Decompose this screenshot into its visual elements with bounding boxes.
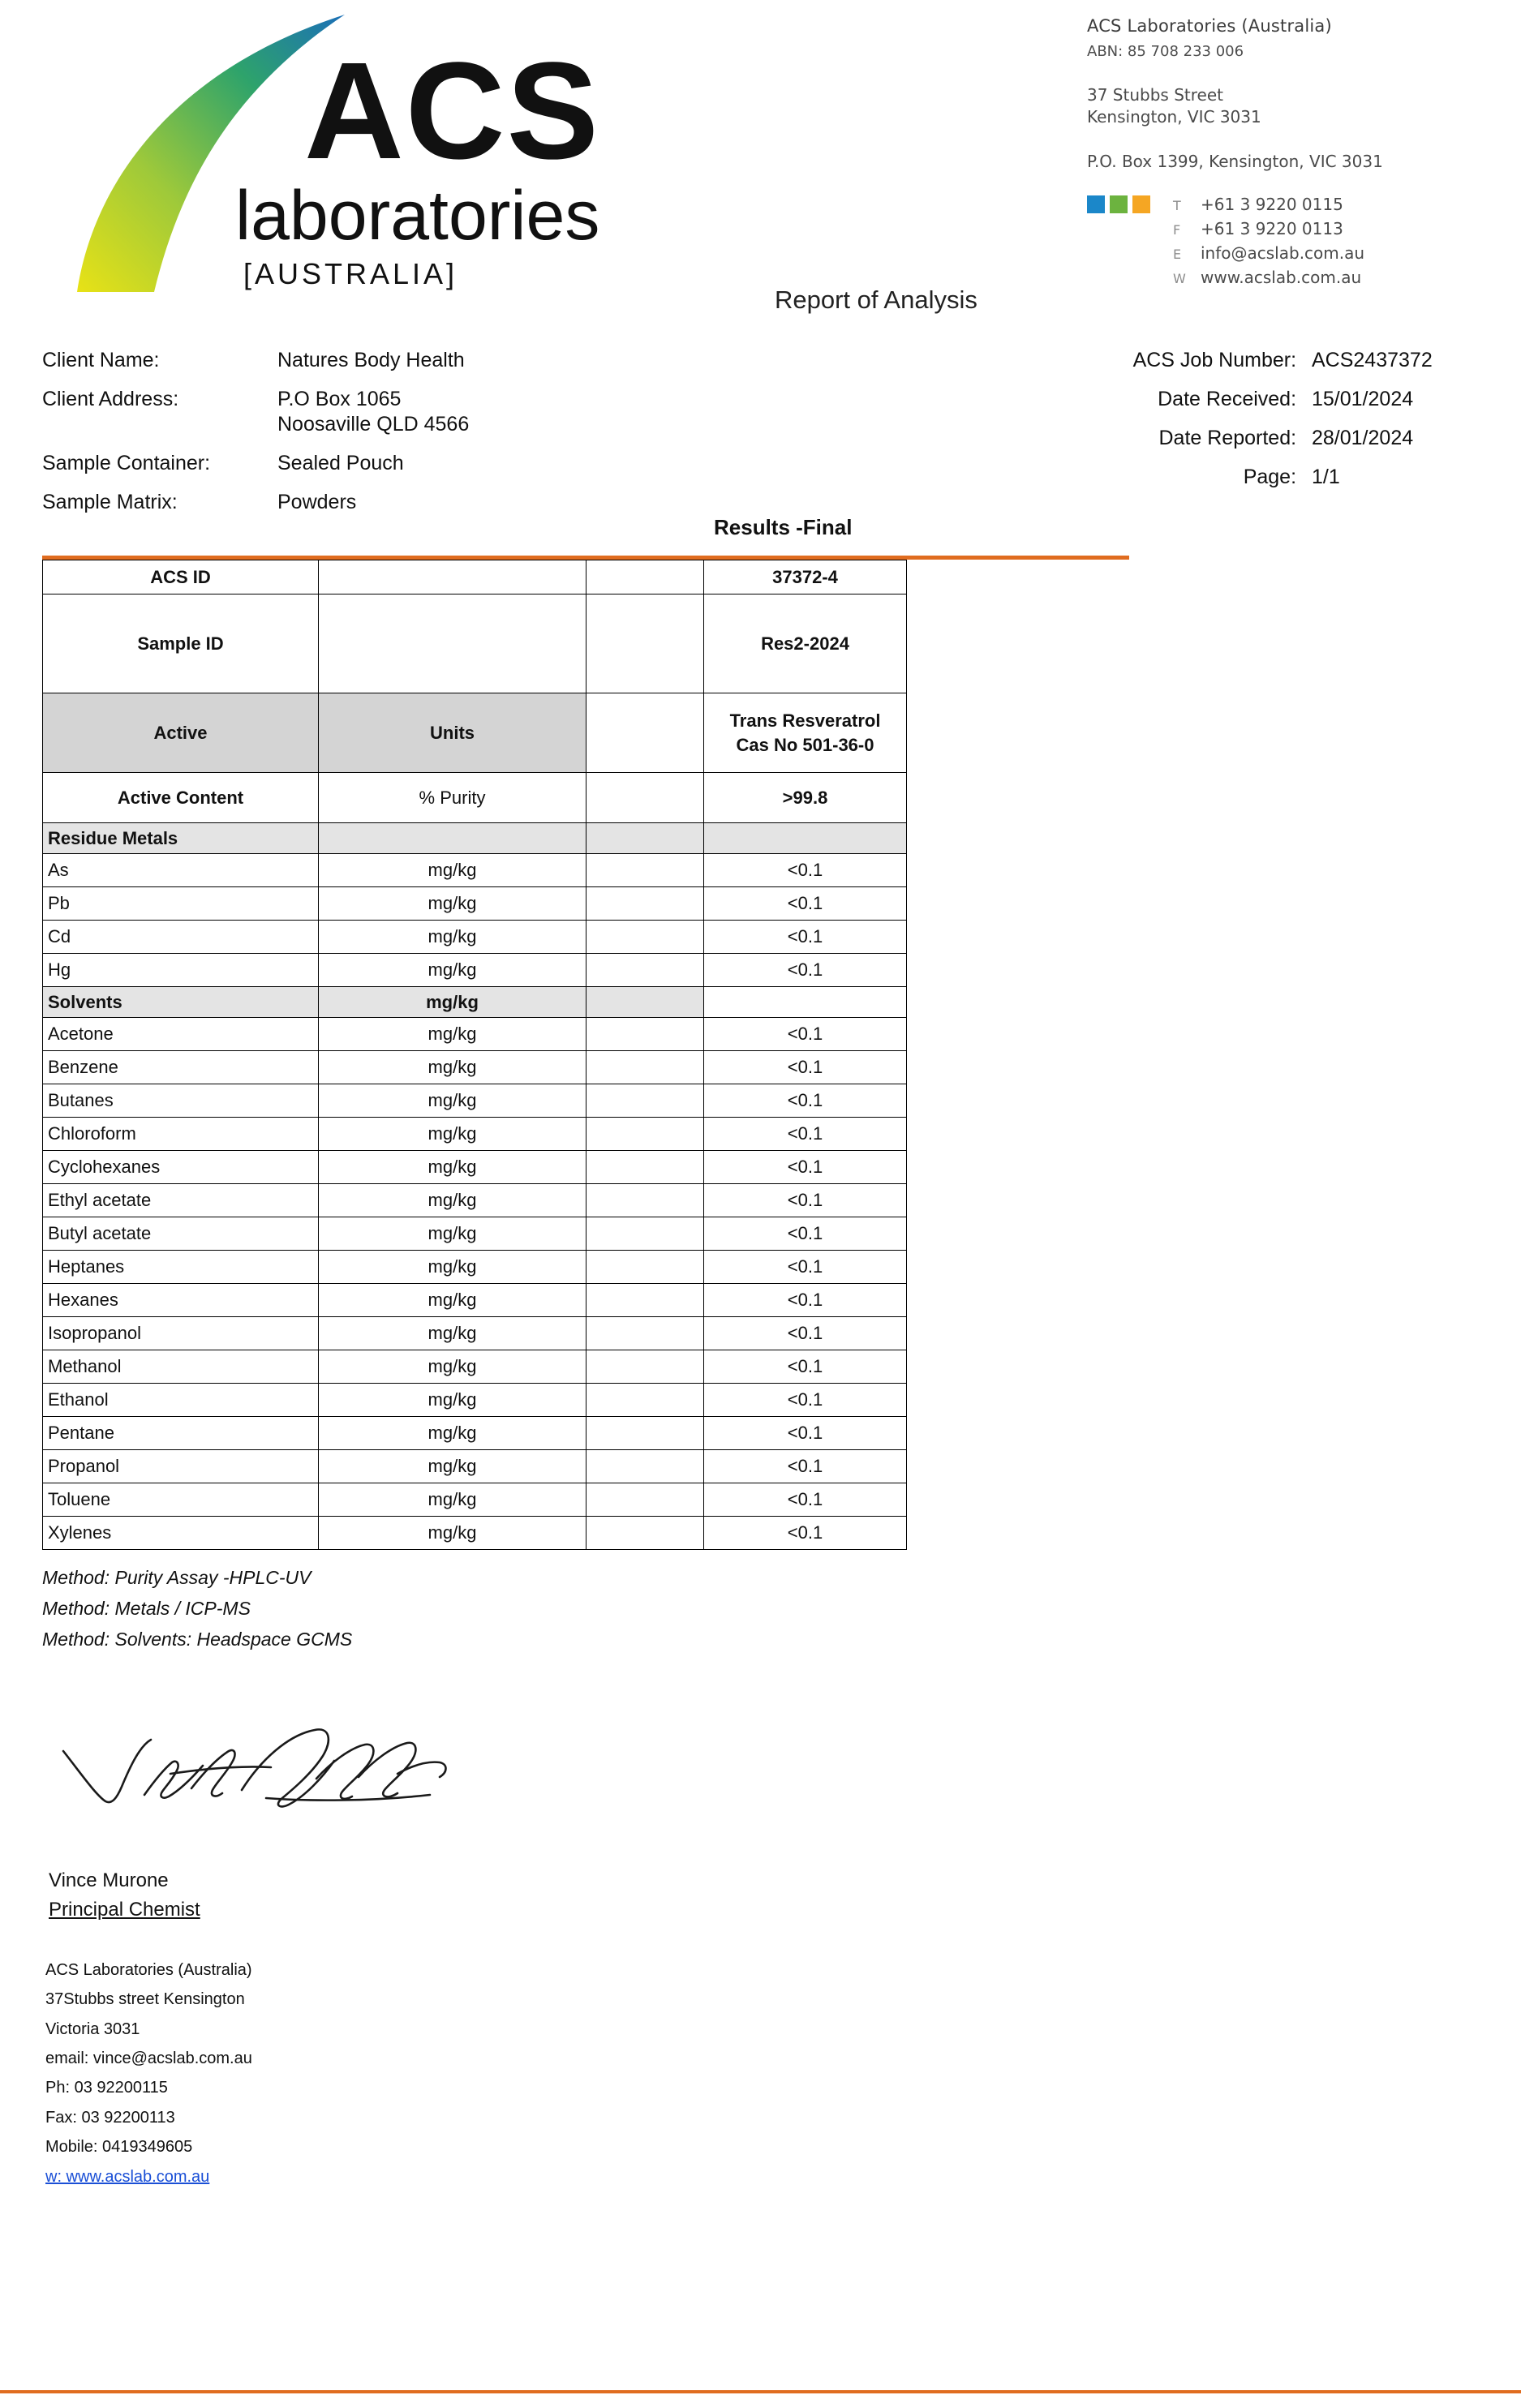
analyte-result: <0.1 (704, 1517, 907, 1550)
table-row (43, 887, 907, 921)
client-name-value: Natures Body Health (277, 349, 465, 371)
sample-container-label: Sample Container: (42, 452, 211, 474)
analyte-blank (586, 954, 704, 987)
analyte-blank (586, 921, 704, 954)
sample-id-label: Sample ID (43, 594, 319, 693)
analyte-result: <0.1 (704, 854, 907, 887)
analyte-label: Propanol (43, 1450, 319, 1483)
analyte-result: <0.1 (704, 1384, 907, 1417)
analyte-result: <0.1 (704, 1417, 907, 1450)
table-row (43, 1084, 907, 1118)
analyte-blank (586, 1118, 704, 1151)
table-row (43, 921, 907, 954)
analyte-label: Acetone (43, 1018, 319, 1051)
analyte-label: Chloroform (43, 1118, 319, 1151)
analyte-label: Ethanol (43, 1384, 319, 1417)
analyte-header (704, 693, 907, 773)
section-blank-solvents-1 (586, 987, 704, 1018)
analyte-result: <0.1 (704, 1018, 907, 1051)
analyte-blank (586, 1217, 704, 1251)
sample-id-blank2 (586, 594, 704, 693)
table-row (43, 1350, 907, 1384)
sample-id-value: Res2-2024 (704, 594, 907, 693)
analyte-units: mg/kg (319, 1350, 586, 1384)
analyte-result: <0.1 (704, 1483, 907, 1517)
contact-lines (1173, 192, 1364, 290)
method-line-3: Method: Solvents: Headspace GCMS (42, 1628, 353, 1650)
job-number-value: ACS2437372 (1312, 349, 1433, 371)
section-blank-metals-1 (586, 823, 704, 854)
sample-container-row (42, 452, 772, 475)
analyte-result: <0.1 (704, 1284, 907, 1317)
analyte-name: Trans Resveratrol (729, 710, 881, 731)
contact-website-value[interactable]: www.acslab.com.au (1201, 268, 1362, 287)
job-number-row (856, 349, 1489, 372)
page-number-value: 1/1 (1312, 466, 1340, 488)
analyte-label: Ethyl acetate (43, 1184, 319, 1217)
contact-fax-value: +61 3 9220 0113 (1201, 219, 1343, 238)
analyte-label: Methanol (43, 1350, 319, 1384)
results-table (42, 560, 907, 1550)
swatch-blue-icon (1087, 195, 1105, 213)
analyte-units: mg/kg (319, 1517, 586, 1550)
company-address-line2: Kensington, VIC 3031 (1087, 107, 1261, 127)
table-row (43, 1217, 907, 1251)
date-reported-value: 28/01/2024 (1312, 427, 1414, 449)
analyte-label: Isopropanol (43, 1317, 319, 1350)
accent-rule-bottom (0, 2390, 1521, 2393)
contact-email-value[interactable]: info@acslab.com.au (1201, 243, 1365, 263)
table-row (43, 1417, 907, 1450)
document-footer (45, 1955, 1521, 2191)
analyte-blank (586, 1151, 704, 1184)
footer-mobile: Mobile: 0419349605 (45, 2138, 193, 2157)
method-line-2: Method: Metals / ICP-MS (42, 1597, 251, 1619)
company-name: ACS Laboratories (Australia) (1087, 16, 1332, 36)
analyte-blank (586, 1018, 704, 1051)
analyte-label: Xylenes (43, 1517, 319, 1550)
section-title-metals: Residue Metals (43, 823, 319, 854)
table-row (43, 1317, 907, 1350)
contact-block (1087, 192, 1493, 290)
analyte-cas: Cas No 501-36-0 (736, 734, 874, 755)
analyte-units: mg/kg (319, 1251, 586, 1284)
analyte-result: <0.1 (704, 954, 907, 987)
footer-line-1: ACS Laboratories (Australia) (45, 1960, 252, 1979)
analyte-result: <0.1 (704, 1184, 907, 1217)
analyte-blank (586, 1517, 704, 1550)
footer-fax: Fax: 03 92200113 (45, 2108, 175, 2127)
analyte-label: Hexanes (43, 1284, 319, 1317)
sample-matrix-row (42, 491, 772, 514)
table-row-acs-id (43, 560, 907, 594)
client-address-line2: Noosaville QLD 4566 (277, 413, 470, 436)
analyte-blank (586, 1317, 704, 1350)
svg-text:ACS: ACS (304, 34, 600, 188)
date-received-row (856, 388, 1489, 411)
client-name-row (42, 349, 772, 372)
analyte-units: mg/kg (319, 1284, 586, 1317)
analyte-label: Cyclohexanes (43, 1151, 319, 1184)
company-address (1087, 84, 1493, 128)
page-number-row (856, 466, 1489, 489)
client-address-row2 (42, 413, 772, 436)
acs-id-blank1 (319, 560, 586, 594)
table-row (43, 1151, 907, 1184)
contact-phone-value: +61 3 9220 0115 (1201, 195, 1343, 214)
client-address-label: Client Address: (42, 388, 179, 410)
client-address-row (42, 388, 772, 411)
analyte-units: mg/kg (319, 1151, 586, 1184)
svg-text:laboratories: laboratories (235, 177, 600, 255)
date-received-label: Date Received: (1158, 388, 1297, 410)
footer-line-3: Victoria 3031 (45, 2020, 140, 2038)
results-banner: Results -Final (714, 515, 853, 539)
sample-matrix-value: Powders (277, 491, 357, 513)
acs-id-label: ACS ID (43, 560, 319, 594)
client-name-label: Client Name: (42, 349, 160, 371)
swatch-green-icon (1110, 195, 1128, 213)
company-abn: ABN: 85 708 233 006 (1087, 43, 1244, 60)
table-row-column-headers (43, 693, 907, 773)
units-header: Units (319, 693, 586, 773)
section-blank-solvents-2 (704, 987, 907, 1018)
table-row (43, 1450, 907, 1483)
analyte-label: Butanes (43, 1084, 319, 1118)
date-reported-label: Date Reported: (1158, 427, 1297, 449)
section-units-metals (319, 823, 586, 854)
job-details (856, 349, 1489, 504)
analyte-label: Butyl acetate (43, 1217, 319, 1251)
contact-fax-key: F (1173, 222, 1181, 238)
analyte-result: <0.1 (704, 1051, 907, 1084)
section-blank-metals-2 (704, 823, 907, 854)
active-content-value: >99.8 (704, 773, 907, 823)
analyte-result: <0.1 (704, 1084, 907, 1118)
analyte-blank (586, 1483, 704, 1517)
footer-phone: Ph: 03 92200115 (45, 2079, 168, 2097)
document-header (0, 0, 1521, 349)
page-number-label: Page: (1243, 466, 1297, 488)
signatory-role: Principal Chemist (49, 1898, 200, 1921)
swatch-orange-icon (1132, 195, 1150, 213)
analyte-blank (586, 1450, 704, 1483)
table-section-residue-metals (43, 823, 907, 854)
sample-id-blank1 (319, 594, 586, 693)
analyte-blank (586, 1350, 704, 1384)
contact-phone-key: T (1173, 198, 1182, 213)
contact-website-key: W (1173, 271, 1187, 286)
client-details (42, 349, 772, 530)
contact-fax (1173, 217, 1364, 241)
company-info (1087, 16, 1493, 290)
analyte-units: mg/kg (319, 1118, 586, 1151)
table-row (43, 1018, 907, 1051)
analyte-units: mg/kg (319, 921, 586, 954)
table-row (43, 1251, 907, 1284)
date-received-value: 15/01/2024 (1312, 388, 1414, 410)
table-section-solvents (43, 987, 907, 1018)
analyte-units: mg/kg (319, 887, 586, 921)
analyte-units: mg/kg (319, 1084, 586, 1118)
contact-website (1173, 265, 1364, 290)
footer-website-link[interactable]: w: www.acslab.com.au (45, 2167, 210, 2186)
sample-matrix-label: Sample Matrix: (42, 491, 178, 513)
analyte-blank (586, 1084, 704, 1118)
analyte-units: mg/kg (319, 854, 586, 887)
table-row (43, 954, 907, 987)
analyte-label: Heptanes (43, 1251, 319, 1284)
page-title: Report of Analysis (775, 285, 977, 314)
logo-graphic (32, 8, 698, 316)
analyte-blank (586, 1051, 704, 1084)
analyte-result: <0.1 (704, 1151, 907, 1184)
analyte-blank (586, 1384, 704, 1417)
header-blank (586, 693, 704, 773)
analyte-units: mg/kg (319, 1450, 586, 1483)
table-row (43, 1184, 907, 1217)
method-line-1: Method: Purity Assay -HPLC-UV (42, 1567, 312, 1588)
analyte-units: mg/kg (319, 954, 586, 987)
client-job-info (0, 349, 1521, 556)
analyte-result: <0.1 (704, 1350, 907, 1384)
results-table-wrap (42, 556, 906, 1550)
table-row-sample-id (43, 594, 907, 693)
table-row-active-content (43, 773, 907, 823)
acs-logo (32, 8, 698, 316)
analyte-units: mg/kg (319, 1184, 586, 1217)
analyte-result: <0.1 (704, 1217, 907, 1251)
analyte-label: Cd (43, 921, 319, 954)
contact-phone (1173, 192, 1364, 217)
methods-list (42, 1563, 1521, 1655)
footer-email: email: vince@acslab.com.au (45, 2049, 252, 2067)
sample-container-value: Sealed Pouch (277, 452, 404, 474)
analyte-blank (586, 1251, 704, 1284)
section-title-solvents: Solvents (43, 987, 319, 1018)
client-address-spacer (42, 413, 277, 436)
analyte-result: <0.1 (704, 887, 907, 921)
analyte-result: <0.1 (704, 1251, 907, 1284)
job-number-label: ACS Job Number: (1132, 349, 1297, 371)
table-row (43, 1483, 907, 1517)
signatory-name: Vince Murone (49, 1869, 169, 1891)
analyte-label: Toluene (43, 1483, 319, 1517)
analyte-blank (586, 1184, 704, 1217)
analyte-label: As (43, 854, 319, 887)
contact-email-key: E (1173, 247, 1182, 262)
client-address-line1: P.O Box 1065 (277, 388, 402, 410)
analyte-label: Pb (43, 887, 319, 921)
table-row (43, 1517, 907, 1550)
analyte-result: <0.1 (704, 1118, 907, 1151)
table-row (43, 1051, 907, 1084)
analyte-units: mg/kg (319, 1217, 586, 1251)
table-row (43, 1118, 907, 1151)
analyte-label: Pentane (43, 1417, 319, 1450)
signature-image (49, 1720, 503, 1826)
section-units-solvents: mg/kg (319, 987, 586, 1018)
company-po-box: P.O. Box 1399, Kensington, VIC 3031 (1087, 152, 1383, 171)
svg-text:[AUSTRALIA]: [AUSTRALIA] (243, 257, 458, 290)
table-row (43, 854, 907, 887)
analyte-result: <0.1 (704, 1450, 907, 1483)
analyte-label: Benzene (43, 1051, 319, 1084)
analyte-units: mg/kg (319, 1417, 586, 1450)
active-content-units: % Purity (319, 773, 586, 823)
analyte-blank (586, 1417, 704, 1450)
analyte-units: mg/kg (319, 1051, 586, 1084)
analyte-units: mg/kg (319, 1317, 586, 1350)
acs-id-value: 37372-4 (704, 560, 907, 594)
table-row (43, 1284, 907, 1317)
signature-area (49, 1720, 1521, 1834)
company-address-line1: 37 Stubbs Street (1087, 85, 1223, 105)
active-content-blank (586, 773, 704, 823)
active-content-label: Active Content (43, 773, 319, 823)
footer-line-2: 37Stubbs street Kensington (45, 1990, 245, 2009)
analyte-label: Hg (43, 954, 319, 987)
date-reported-row (856, 427, 1489, 450)
active-header: Active (43, 693, 319, 773)
analyte-blank (586, 1284, 704, 1317)
analyte-units: mg/kg (319, 1483, 586, 1517)
analyte-blank (586, 887, 704, 921)
table-row (43, 1384, 907, 1417)
contact-email (1173, 241, 1364, 265)
analyte-units: mg/kg (319, 1018, 586, 1051)
analyte-result: <0.1 (704, 1317, 907, 1350)
color-swatches (1087, 195, 1150, 213)
analyte-units: mg/kg (319, 1384, 586, 1417)
analyte-blank (586, 854, 704, 887)
acs-id-blank2 (586, 560, 704, 594)
analyte-result: <0.1 (704, 921, 907, 954)
